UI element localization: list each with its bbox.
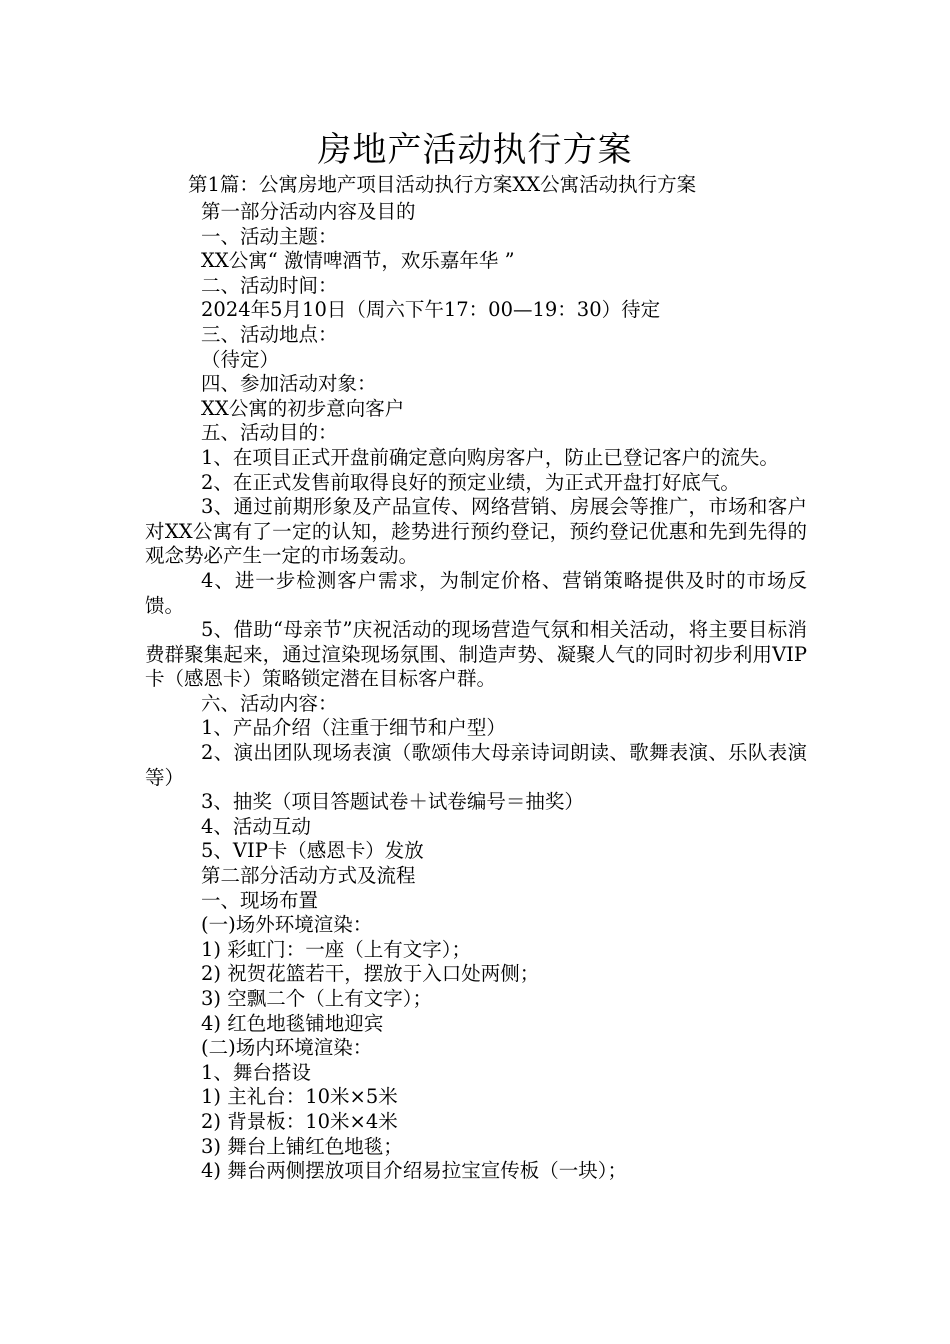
stage-item-1: 1) 主礼台：10米×5米 (201, 1085, 398, 1109)
stage-item-2: 2) 背景板：10米×4米 (201, 1109, 398, 1133)
content-item-3: 3、抽奖（项目答题试卷＋试卷编号＝抽奖） (201, 790, 584, 814)
heading-location: 三、活动地点： (201, 322, 338, 346)
heading-outdoor: (一)场外环境渲染： (201, 913, 373, 937)
content-item-2: 2、演出团队现场表演（歌颂伟大母亲诗词朗读、歌舞表演、乐队表演等） (145, 741, 807, 789)
content-item-4: 4、活动互动 (201, 814, 311, 838)
outdoor-item-4: 4) 红色地毯铺地迎宾 (201, 1011, 384, 1035)
heading-time: 二、活动时间： (201, 273, 338, 297)
section-heading-part2: 第二部分活动方式及流程 (201, 864, 416, 888)
paragraph-audience: XX公寓的初步意向客户 (201, 396, 405, 420)
document-body (145, 200, 807, 1184)
stage-item-4: 4) 舞台两侧摆放项目介绍易拉宝宣传板（一块）； (201, 1159, 627, 1183)
purpose-item-1: 1、在项目正式开盘前确定意向购房客户，防止已登记客户的流失。 (201, 445, 779, 469)
heading-theme: 一、活动主题： (201, 224, 338, 248)
purpose-item-5: 5、借助“母亲节”庆祝活动的现场营造气氛和相关活动，将主要目标消费群聚集起来，通过渲染现场氛围、制造声势、凝聚人气的同时初步利用VIP卡（感恩卡）策略锁定潜在目标客户群。 (145, 618, 807, 691)
outdoor-item-1: 1) 彩虹门：一座（上有文字）； (201, 937, 471, 961)
content-item-1: 1、产品介绍（注重于细节和户型） (201, 716, 506, 740)
outdoor-item-3: 3) 空飘二个（上有文字）； (201, 987, 432, 1010)
paragraph-location: （待定） (201, 347, 280, 371)
content-item-5: 5、VIP卡（感恩卡）发放 (201, 839, 424, 863)
heading-audience: 四、参加活动对象： (201, 372, 377, 396)
heading-indoor: (二)场内环境渲染： (201, 1036, 373, 1060)
stage-item-3: 3) 舞台上铺红色地毯； (201, 1134, 403, 1158)
purpose-item-2: 2、在正式发售前取得良好的预定业绩，为正式开盘打好底气。 (201, 470, 740, 494)
heading-venue-layout: 一、现场布置 (201, 888, 319, 912)
heading-stage: 1、舞台搭设 (201, 1060, 311, 1084)
document-subtitle: 第1篇：公寓房地产项目活动执行方案XX公寓活动执行方案 (188, 173, 697, 196)
purpose-item-4: 4、进一步检测客户需求，为制定价格、营销策略提供及时的市场反馈。 (145, 568, 807, 617)
heading-content: 六、活动内容： (201, 691, 338, 715)
outdoor-item-2: 2) 祝贺花篮若干，摆放于入口处两侧； (201, 962, 540, 986)
document-title: 房地产活动执行方案 (317, 130, 633, 170)
section-heading-part1: 第一部分活动内容及目的 (201, 200, 416, 223)
purpose-item-3: 3、通过前期形象及产品宣传、网络营销、房展会等推广，市场和客户对XX公寓有了一定的认知，趁势进行预约登记，预约登记优惠和先到先得的观念势必产生一定的市场轰动。 (145, 495, 807, 568)
paragraph-time: 2024年5月10日（周六下午17：00—19：30）待定 (201, 298, 661, 322)
heading-purpose: 五、活动目的： (201, 421, 338, 445)
paragraph-theme: XX公寓“ 激情啤酒节，欢乐嘉年华 ” (201, 249, 515, 273)
